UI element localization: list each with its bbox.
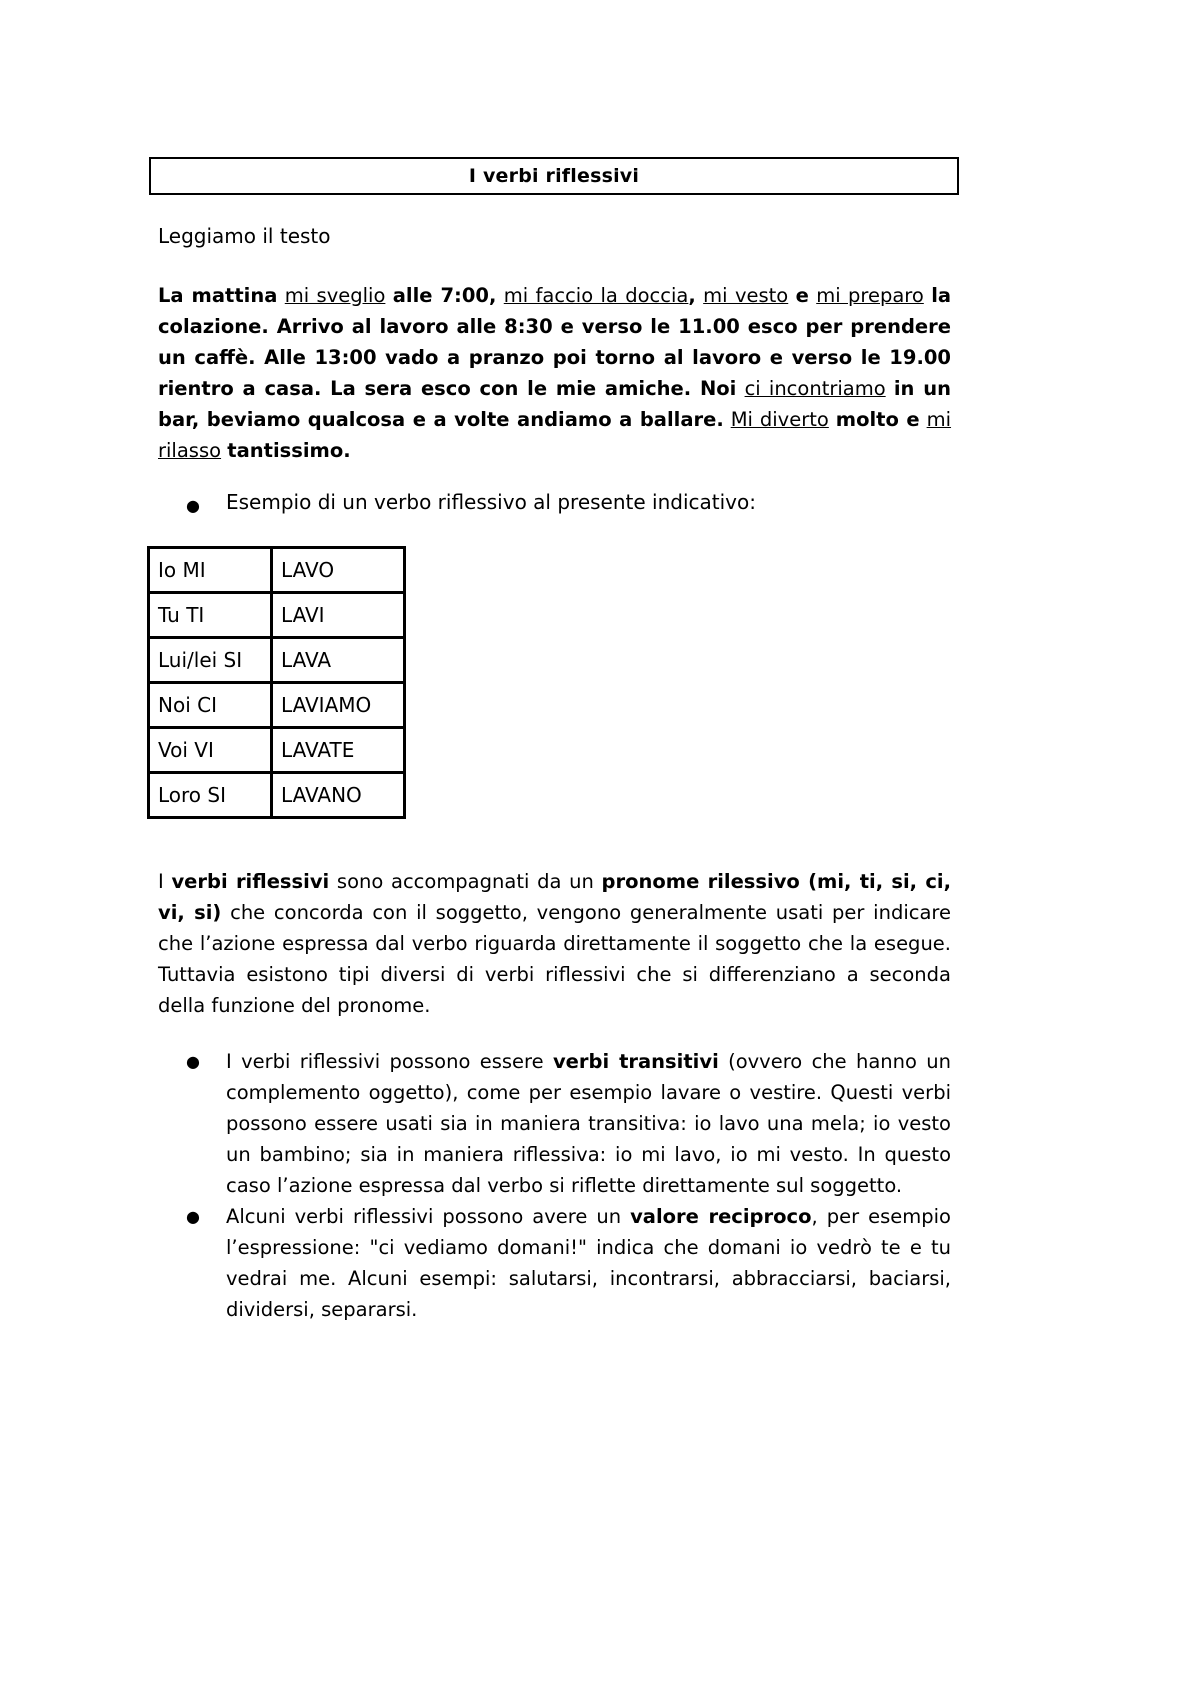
reflexive-verb-highlight: mi vesto [703,284,789,307]
bullet-icon: ● [186,496,200,515]
paragraph-text: I [158,870,164,893]
story-text: la colazione. Arrivo al lavoro alle 8:30 e verso le 11.00 esco per prendere un caffè. Alle 13:00 vado a pranzo poi torno al lavoro e verso le 19.00 rientro a casa. La sera esco con le mie amiche. Noi [158,284,952,400]
table-cell-verb: LAVATE [272,728,405,773]
table-row [149,638,405,683]
paragraph-text: , per esempio l’espressione: "ci vediamo domani!" indica che domani io vedrò te e tu vedrai me. Alcuni esempi: salutarsi, incontrarsi, abbracciarsi, baciarsi, dividersi, separarsi. [226,1205,951,1321]
table-cell-pronoun: Voi VI [149,728,272,773]
title-box [149,157,959,195]
page-title: I verbi riflessivi [468,165,640,187]
list-item-text [226,1201,951,1325]
bold-term: valore reciproco [630,1205,812,1228]
paragraph-text: sono accompagnati da un [336,870,594,893]
reflexive-verb-highlight: ci incontriamo [744,377,886,400]
bullet-icon: ● [186,1207,200,1226]
example-bullet-text: Esempio di un verbo riflessivo al presente indicativo: [226,490,756,514]
table-cell-pronoun: Tu TI [149,593,272,638]
explanation-paragraph [158,866,951,1021]
paragraph-text: Alcuni verbi riflessivi possono avere un [226,1205,622,1228]
paragraph-text: che concorda con il soggetto, vengono generalmente usati per indicare che l’azione espressa dal verbo riguarda direttamente il soggetto che la esegue. Tuttavia esistono tipi diversi di verbi riflessivi che si differenziano a seconda della funzione del pronome. [158,901,951,1017]
story-text: e [795,284,809,307]
reflexive-verb-highlight: mi preparo [816,284,924,307]
table-row [149,593,405,638]
bold-term: verbi riflessivi [171,870,330,893]
table-row [149,773,405,818]
table-row [149,548,405,593]
table-row [149,683,405,728]
story-text: molto e [835,408,920,431]
reflexive-verb-highlight: mi sveglio [284,284,386,307]
bullet-icon: ● [186,1052,200,1071]
reflexive-verb-highlight: mi faccio la doccia [503,284,689,307]
paragraph-text: I verbi riflessivi possono essere [226,1050,544,1073]
conjugation-table [147,546,406,819]
list-item [186,1201,951,1325]
paragraph-text: (ovvero che hanno un complemento oggetto), come per esempio lavare o vestire. Questi verbi possono essere usati sia in maniera transitiva: io lavo una mela; io vesto un bambino; sia in maniera riflessiva: io mi lavo, io mi vesto. In questo caso l’azione espressa dal verbo si riflette direttamente sul soggetto. [226,1050,951,1197]
reading-text [158,280,951,466]
reflexive-verb-highlight: Mi diverto [730,408,829,431]
list-item [186,1046,951,1201]
table-cell-verb: LAVIAMO [272,683,405,728]
story-text: in un bar, beviamo qualcosa e a volte andiamo a ballare. [158,377,952,431]
table-cell-verb: LAVA [272,638,405,683]
table-cell-verb: LAVO [272,548,405,593]
table-cell-pronoun: Noi CI [149,683,272,728]
intro-text: Leggiamo il testo [158,224,331,248]
story-text: La mattina [158,284,278,307]
table-cell-pronoun: Io MI [149,548,272,593]
bullet-list [186,1046,951,1325]
table-cell-pronoun: Lui/lei SI [149,638,272,683]
story-text: alle 7:00, [392,284,497,307]
reflexive-verb-highlight: mi rilasso [158,408,952,462]
story-text: , [688,284,696,307]
table-cell-verb: LAVANO [272,773,405,818]
table-cell-verb: LAVI [272,593,405,638]
example-bullet [186,490,756,521]
table-cell-pronoun: Loro SI [149,773,272,818]
list-item-text [226,1046,951,1201]
bold-term: verbi transitivi [552,1050,719,1073]
story-text: tantissimo. [227,439,351,462]
table-row [149,728,405,773]
bold-term: pronome rilessivo (mi, ti, si, ci, vi, si) [158,870,952,924]
